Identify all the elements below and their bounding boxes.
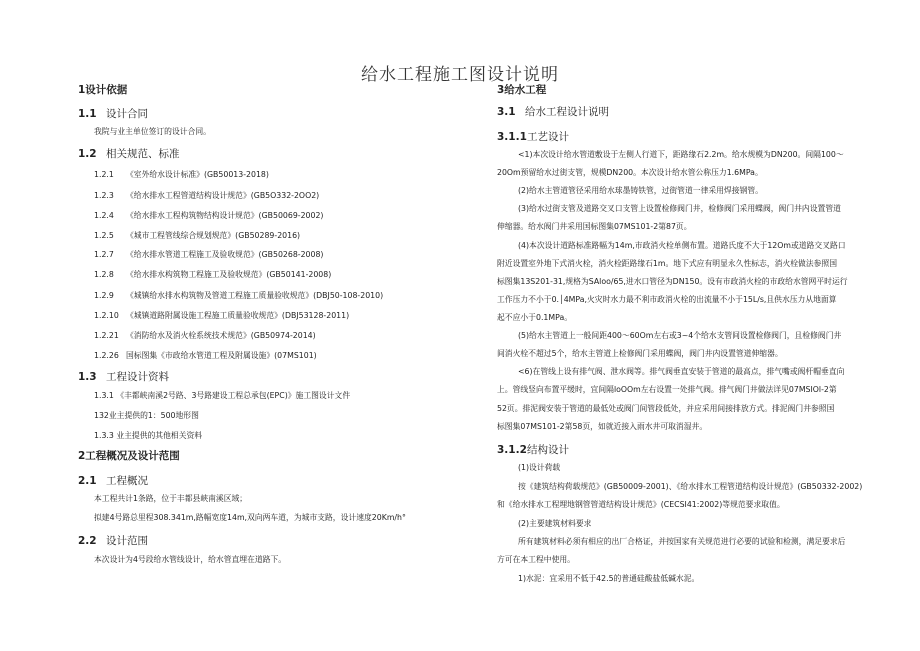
contract-text: 我院与业主单位签订的设计合同。: [94, 127, 211, 136]
struct-line: 按《建筑结构荷载规范》(GB50009-2001)、《给水排水工程管道结构设计规范》(GB50332-2002): [518, 482, 863, 491]
section-title: 工程设计资料: [106, 371, 169, 383]
struct-line: 方可在本工程中使用。: [497, 555, 575, 564]
section-2-1-heading: [78, 473, 148, 488]
tech-line: (5)给水主管道上一般间距400～60Om左右或3~4个给水支管间设置检修阀门，且检修阀门井: [518, 331, 842, 340]
tech-line: (2)给水主管道管径采用给水球墨铸铁管，过街管道一律采用焊接钢管。: [518, 186, 763, 195]
reference-item: [94, 210, 323, 221]
ref-text: 《给水排水工程管道结构设计规范》(GB5O332-2OO2): [126, 191, 320, 200]
reference-item: [94, 310, 349, 321]
section-title: 结构设计: [527, 444, 569, 456]
tech-line: 附近设置室外地下式消火栓，消火栓距路缘石1m。地下式应有明显永久性标志，消火栓做法参照国: [497, 259, 838, 268]
ref-text: 国标图集《市政给水管道工程及附属设施》(07MS101): [126, 351, 317, 360]
section-2-heading: 2工程概况及设计范围: [78, 450, 180, 462]
reference-item: [94, 330, 316, 341]
tech-line: 20Om预留给水过街支管，规模DN200。本次设计给水管公称压力1.6MPa。: [497, 168, 763, 177]
section-1-3-heading: [78, 369, 169, 384]
reference-item: [94, 169, 269, 180]
reference-item: [94, 230, 300, 241]
ref-text: 《城镇给水排水构筑物及管道工程施工质量验收规范》(DBJ50-108-2010): [126, 291, 384, 300]
ref-text: 《城镇道路附属设施工程施工质量验收规范》(DBJ53128-2011): [126, 311, 350, 320]
section-number: 1.1: [78, 108, 97, 120]
section-1-2-heading: [78, 146, 180, 161]
page-title: 给水工程施工图设计说明: [361, 65, 559, 85]
reference-item: [94, 269, 331, 280]
section-number: 2.2: [78, 535, 97, 547]
tech-line: 间消火栓不超过5个，给水主管道上检修阀门采用蝶阀，阀门井内设置管道伸缩器。: [497, 349, 783, 358]
ref-text: 《给水排水构筑物工程施工及验收规范》(GB50141-2008): [126, 270, 332, 279]
ref-number: 1.2.8: [94, 270, 114, 279]
section-title: 工程概况: [106, 475, 148, 487]
design-doc-item: 1.3.1 《丰都峡南溪2号路、3号路建设工程总承包(EPC)》施工图设计文件: [94, 391, 351, 400]
struct-line: (1)设计荷载: [518, 463, 561, 472]
reference-item: [94, 190, 319, 201]
section-2-2-heading: [78, 533, 148, 548]
tech-line: 伸缩器。给水阀门井采用国标图集07MS101-2第87页。: [497, 222, 692, 231]
tech-line: (3)给水过街支管及道路交叉口支管上设置检修阀门井，检修阀门采用蝶阀，阀门井内设置管道: [518, 204, 841, 213]
scope-text: 本次设计为4号段给水管线设计，给水管直埋在道路下。: [94, 555, 287, 564]
struct-line: 和《给水排水工程埋地钢管管道结构设计规范》(CECSI41:2002)等规范要求取值。: [497, 500, 785, 509]
section-3-1-2-heading: [497, 442, 569, 457]
section-number: 2.1: [78, 475, 97, 487]
section-number: 3.1.2: [497, 444, 527, 456]
ref-number: 1.2.4: [94, 211, 114, 220]
topo-map-item: 132业主提供的1：500地形图: [94, 411, 199, 420]
ref-number: 1.2.10: [94, 311, 119, 320]
reference-item: [94, 350, 317, 361]
section-title: 工艺设计: [527, 131, 569, 143]
ref-number: 1.2.1: [94, 170, 114, 179]
section-number: 1.2: [78, 148, 97, 160]
ref-number: 1.2.26: [94, 351, 119, 360]
ref-text: 《城市工程管线综合规划规范》(GB50289-2016): [126, 231, 301, 240]
struct-line: 1)水泥：宜采用不低于42.5的普通硅酸盐低碱水泥。: [518, 574, 700, 583]
overview-line-2: 拟建4号路总里程308.341m,路幅宽度14m,双向两车道，为城市支路，设计速度20Km/h°: [94, 513, 406, 522]
section-title: 给水工程设计说明: [525, 106, 609, 118]
ref-text: 《给水排水工程构筑物结构设计规范》(GB50069-2002): [126, 211, 324, 220]
struct-line: (2)主要建筑材料要求: [518, 519, 592, 528]
ref-text: 《给水排水管道工程施工及验收规范》(GB50268-2008): [126, 250, 324, 259]
section-title: 设计范围: [106, 535, 148, 547]
reference-item: [94, 249, 323, 260]
section-1-heading: 1设计依据: [78, 84, 128, 96]
tech-line: <6)在管线上设有排气阀、泄水阀等。排气阀垂直安装于管道的最高点，排气嘴或阀杆帽垂直向: [518, 367, 845, 376]
tech-line: 工作压力不小于0.│4MPa,火灾时水力最不利市政消火栓的出流量不小于15L/s,且供水压力从地面算: [497, 295, 837, 304]
tech-line: (4)本次设计道路标准路幅为14m,市政消火栓单侧布置。道路氏度不大于12Om或道路交叉路口: [518, 241, 846, 250]
tech-line: 52页。排泥阀安装于管道的最低处或阀门间管段低处，并应采用间接排放方式。排泥阀门井参照国: [497, 404, 835, 413]
section-number: 3.1: [497, 106, 516, 118]
overview-line-1: 本工程共计1条路，位于丰都县峡南溪区域；: [94, 494, 248, 503]
tech-line: 上。管线竖向布置平缓时，宜间隔loOOm左右设置一处排气阀。排气阀门井做法详见07MSIOl-2第: [497, 385, 837, 394]
ref-number: 1.2.21: [94, 331, 119, 340]
ref-number: 1.2.9: [94, 291, 114, 300]
tech-line: 标图集07MS101-2第58页，如就近接入雨水井可取消湿井。: [497, 422, 708, 431]
section-1-1-heading: [78, 106, 148, 121]
section-title: 设计合同: [106, 108, 148, 120]
tech-line: 标图集13S201-31,规格为SAloo/65,进水口管径为DN150。设有市政消火栓的市政给水管网平时运行: [497, 277, 848, 286]
ref-number: 1.2.7: [94, 250, 114, 259]
tech-line: 起不应小于0.1MPa。: [497, 313, 573, 322]
ref-text: 《消防给水及消火栓系统技术规范》(GB50974-2014): [126, 331, 316, 340]
section-3-heading: 3给水工程: [497, 84, 547, 96]
tech-line: <1)本次设计给水管道敷设于左侧人行道下，距路缘石2.2m。给水规模为DN200。间隔100～: [518, 150, 844, 159]
ref-text: 《室外给水设计标准》(GB50013-2018): [126, 170, 269, 179]
ref-number: 1.2.5: [94, 231, 114, 240]
section-3-1-heading: [497, 104, 609, 119]
reference-item: [94, 290, 383, 301]
section-title: 相关规范、标准: [106, 148, 180, 160]
section-3-1-1-heading: [497, 129, 569, 144]
ref-number: 1.2.3: [94, 191, 114, 200]
section-number: 3.1.1: [497, 131, 527, 143]
section-number: 1.3: [78, 371, 97, 383]
other-data-item: 1.3.3 业主提供的其他相关资料: [94, 431, 203, 440]
struct-line: 所有建筑材料必须有相应的出厂合格证，并按国家有关规范进行必要的试验和检测，满足要求后: [518, 537, 846, 546]
